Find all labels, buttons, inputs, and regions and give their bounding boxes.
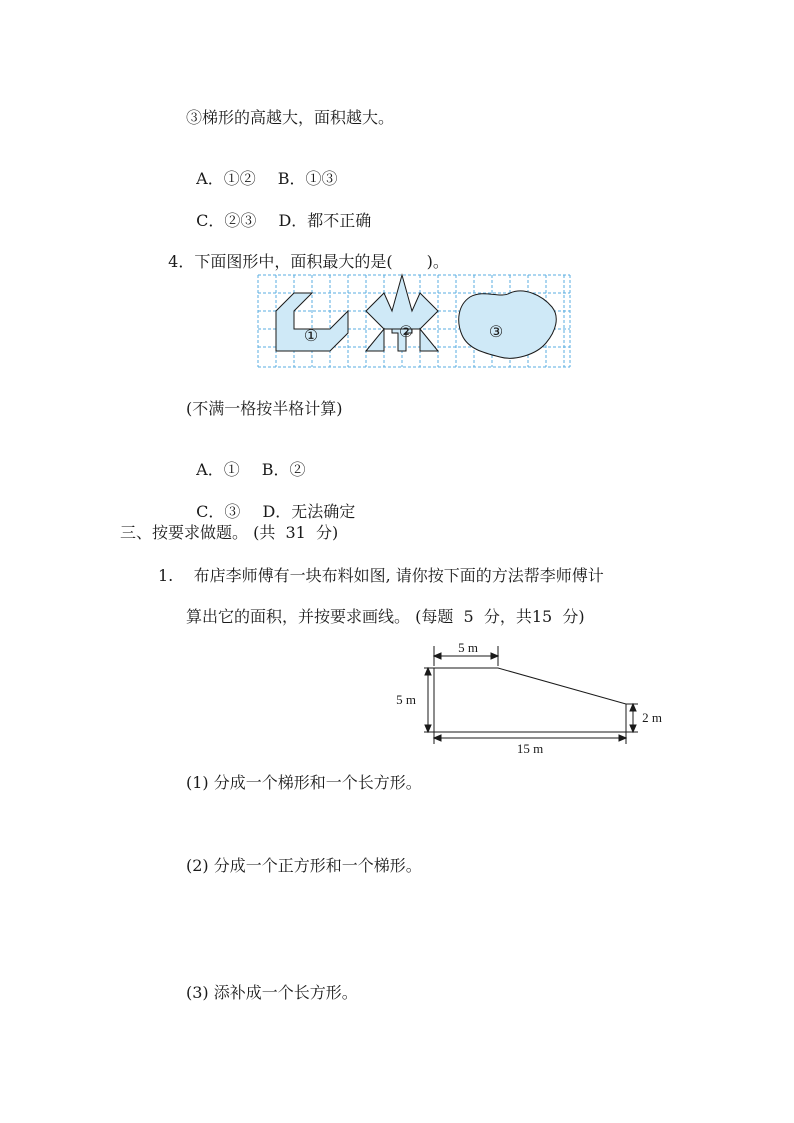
section-3-q1-line-1: 1. 布店李师傅有一块布料如图, 请你按下面的方法帮李师傅计 (158, 566, 604, 585)
q3-options-row-2 (186, 191, 371, 231)
q4-options-row-1 (186, 440, 306, 480)
section-3-q1-line-2: 算出它的面积，并按要求画线。 (每题 5 分，共15 分) (186, 607, 585, 626)
q3-option-b[interactable]: B．①③ (277, 169, 338, 188)
q4-option-d[interactable]: D．无法确定 (262, 502, 356, 521)
section-3-part-3: (3) 添补成一个长方形。 (186, 983, 358, 1002)
q4-question: 4．下面图形中，面积最大的是( )。 (168, 252, 449, 271)
section-3-part-2: (2) 分成一个正方形和一个梯形。 (186, 856, 422, 875)
dim-right-label: 2 m (642, 710, 662, 725)
dim-left-label: 5 m (396, 692, 416, 707)
shape-2-label: ② (398, 324, 414, 341)
q4-option-c[interactable]: C．③ (196, 502, 241, 521)
section-3-part-1: (1) 分成一个梯形和一个长方形。 (186, 773, 422, 792)
q3-option-d[interactable]: D．都不正确 (278, 211, 372, 230)
q3-options-row-1 (186, 149, 338, 189)
dim-top-label: 5 m (458, 640, 478, 655)
q4-note: (不满一格按半格计算) (186, 399, 343, 418)
q3-option-c[interactable]: C．②③ (196, 211, 257, 230)
cloth-outline (434, 668, 626, 732)
dim-bottom-label: 15 m (516, 741, 544, 756)
q4-option-b[interactable]: B．② (261, 460, 306, 479)
shape-3-label: ③ (488, 324, 504, 341)
q3-statement-3: ③梯形的高越大，面积越大。 (186, 108, 395, 127)
cloth-figure (388, 640, 678, 758)
q4-shapes-figure (256, 273, 572, 369)
q4-option-a[interactable]: A．① (196, 460, 240, 479)
q4-options-row-2 (186, 482, 355, 522)
section-3-heading: 三、按要求做题。 (共 31 分) (120, 523, 339, 542)
shape-3-blob (459, 291, 557, 358)
q3-option-a[interactable]: A．①② (196, 169, 256, 188)
shape-1-label: ① (303, 328, 319, 345)
